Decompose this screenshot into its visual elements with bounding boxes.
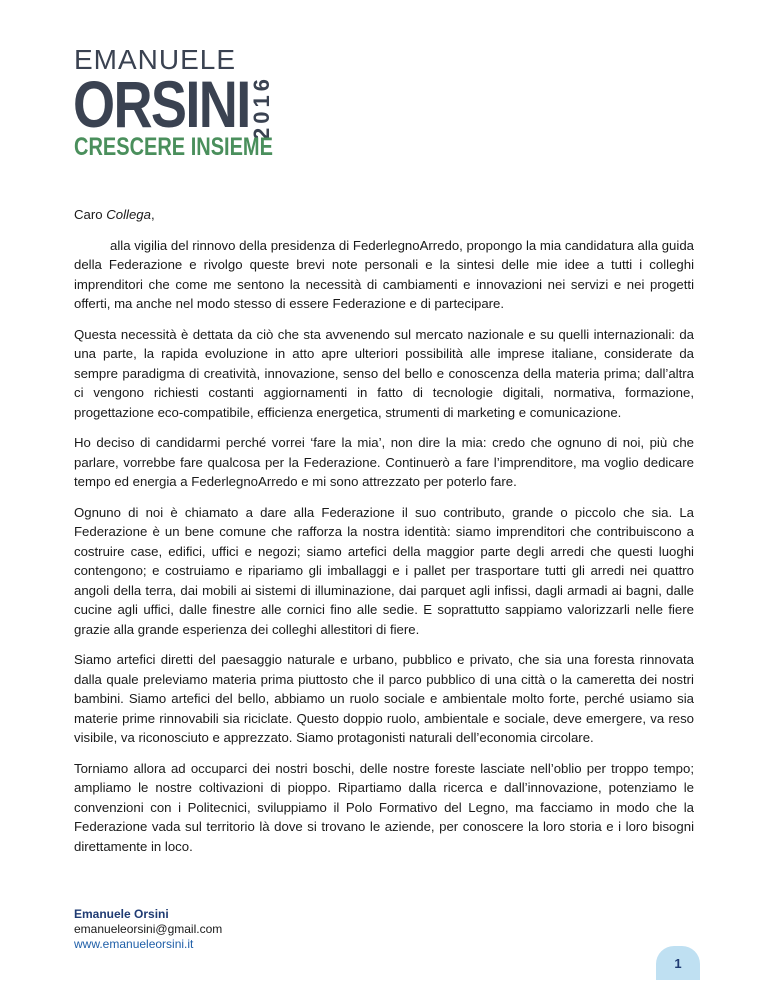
letter-greeting (74, 205, 694, 225)
logo-last-name: ORSINI (73, 67, 250, 141)
campaign-logo (73, 44, 274, 161)
logo-year-text: 2016 (249, 75, 274, 140)
greeting-prefix: Caro (74, 207, 107, 222)
paragraph-1: alla vigilia del rinnovo della presidenza di FederlegnoArredo, propongo la mia candidatura alla guida della Federazione e rivolgo queste brevi note personali e la sintesi delle mie idee a tutti i colleghi imprenditori che come me sentono la necessità di cambiamenti e innovazioni nei servizi e nei progetti offerti, ma anche nel modo stesso di essere Federazione e di partecipare. (74, 237, 694, 311)
paragraph-5: Siamo artefici diretti del paesaggio naturale e urbano, pubblico e privato, che sia una foresta rinnovata dalla quale preleviamo materia prima piuttosto che il parco pubblico di una città o la cameretta dei nostri bambini. Siamo artefici del bello, abbiamo un ruolo sociale e ambientale molto forte, perché usiamo sia materie prime rinnovabili sia riciclate. Questo doppio ruolo, ambientale e sociale, deve emergere, va reso visibile, va riconosciuto e apprezzato. Siamo protagonisti naturali dell’economia circolare. (74, 652, 694, 745)
logo-first-name: EMANUELE (74, 44, 237, 75)
greeting-name: Collega (106, 207, 151, 222)
paragraph-3: Ho deciso di candidarmi perché vorrei ‘fare la mia’, non dire la mia: credo che ognuno di noi, più che parlare, vorrebbe fare qualcosa per la Federazione. Continuerò a fare l’imprenditore, ma voglio dedicare tempo ed energia a FederlegnoArredo e mi sono attrezzato per poterlo fare. (74, 435, 694, 489)
greeting-suffix: , (150, 207, 155, 222)
footer-email[interactable]: emanueleorsini@gmail.com (74, 922, 223, 936)
paragraph-2: Questa necessità è dettata da ciò che sta avvenendo sul mercato nazionale e su quelli internazionali: da una parte, la rapida evoluzione in atto apre ulteriori possibilità alle imprese italiane, considerate da sempre paradigma di creatività, innovazione, senso del bello e conoscenza della materia prima; dall’altra ci vengono richiesti costanti aggiornamenti in fatto di tecnologie digitali, normativa, formazione, progettazione eco-compatibile, efficienza energetica, strumenti di marketing e comunicazione. (74, 326, 694, 420)
paragraph-6: Torniamo allora ad occuparci dei nostri boschi, delle nostre foreste lasciate nell’oblio per troppo tempo; ampliamo le nostre coltivazioni di pioppo. Ripartiamo dalla ricerca e dall’innovazione, potenziamo le convenzioni con i Politecnici, sviluppiamo il Polo Formativo del Legno, ma facciamo in modo che la Federazione vada sul territorio là dove si trovano le aziende, per conoscere la loro storia e i loro bisogni direttamente in loco. (74, 760, 694, 854)
page-number-badge (656, 946, 700, 980)
logo-tagline: CRESCERE INSIEME (74, 133, 273, 161)
footer-name: Emanuele Orsini (74, 907, 169, 921)
page-number: 1 (674, 956, 682, 971)
paragraph-4: Ognuno di noi è chiamato a dare alla Federazione il suo contributo, grande o piccolo che sia. La Federazione è un bene comune che rafforza la nostra identità: siamo imprenditori che contribuiscono a costruire case, edifici, uffici e negozi; siamo artefici della maggior parte degli arredi che questi luoghi contengono; e costruiamo e ripariamo gli imballaggi e i pallet per trasportare tutti gli arredi nei quattro angoli della terra, dai mobili ai sistemi di illuminazione, dai parquet agli infissi, dagli armadi ai bagni, dalle cucine agli uffici, dalle finestre alle cornici fino alle sedie. E soprattutto sappiamo valorizzarli nelle fiere grazie alla grande esperienza dei colleghi allestitori di fiere. (74, 504, 694, 637)
footer-website-link[interactable]: www.emanueleorsini.it (74, 937, 194, 951)
logo-year (250, 48, 274, 140)
letter-body (74, 205, 694, 867)
footer-contact (74, 907, 222, 952)
